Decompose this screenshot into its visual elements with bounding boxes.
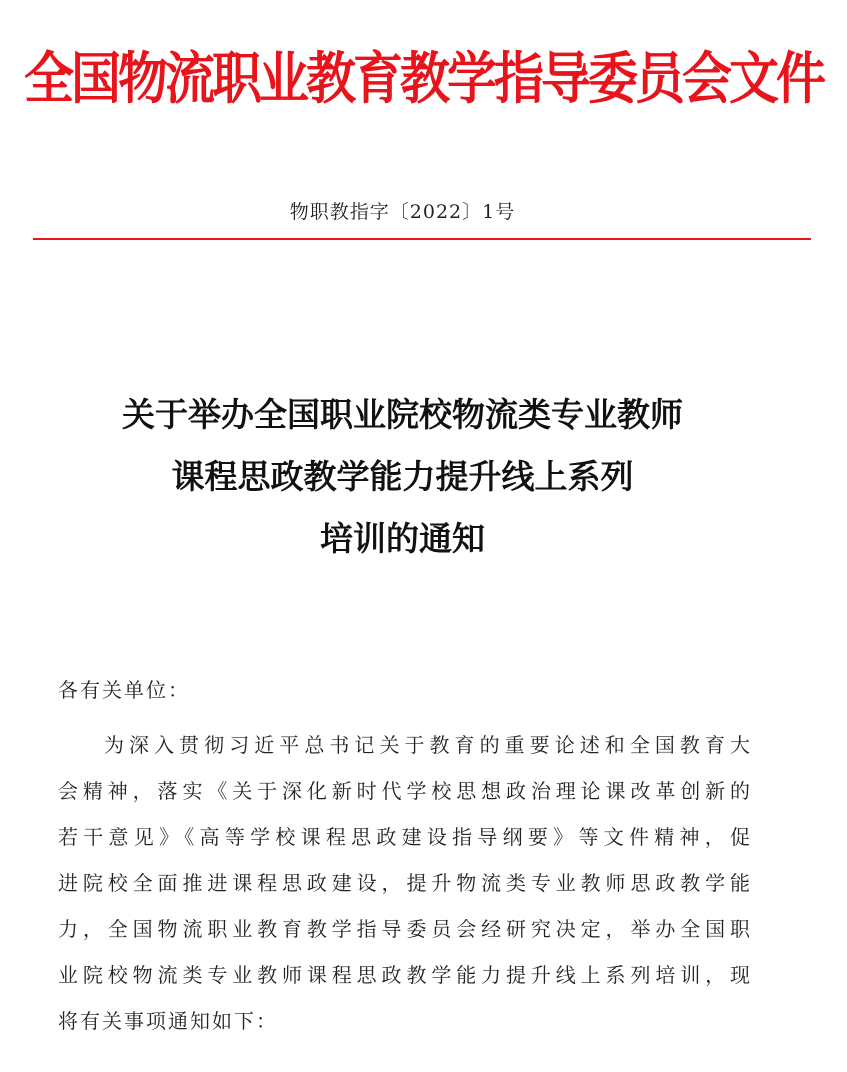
body-line-1: 为深入贯彻习近平总书记关于教育的重要论述和全国教育大 — [104, 733, 750, 757]
body-line-4: 进院校全面推进课程思政建设，提升物流类专业教师思政教学能 — [58, 871, 750, 895]
body-line-7: 将有关事项通知如下： — [58, 1009, 278, 1033]
body-line-5: 力，全国物流职业教育教学指导委员会经研究决定，举办全国职 — [58, 917, 750, 941]
notice-title-line-2: 课程思政教学能力提升线上系列 — [171, 457, 634, 496]
red-divider-line — [33, 238, 811, 240]
notice-title-line-3: 培训的通知 — [320, 519, 485, 558]
notice-title — [0, 384, 805, 570]
masthead-title: 全国物流职业教育教学指导委员会文件 — [24, 45, 823, 112]
body-paragraph — [58, 722, 750, 1044]
body-line-2: 会精神，落实《关于深化新时代学校思想政治理论课改革创新的 — [58, 779, 750, 803]
notice-title-line-1: 关于举办全国职业院校物流类专业教师 — [122, 395, 683, 434]
body-line-3: 若干意见》《高等学校课程思政建设指导纲要》等文件精神，促 — [58, 825, 750, 849]
document-number: 物职教指字〔2022〕1号 — [289, 201, 516, 223]
body-line-6: 业院校物流类专业教师课程思政教学能力提升线上系列培训，现 — [58, 963, 750, 987]
addressee: 各有关单位： — [58, 678, 190, 702]
